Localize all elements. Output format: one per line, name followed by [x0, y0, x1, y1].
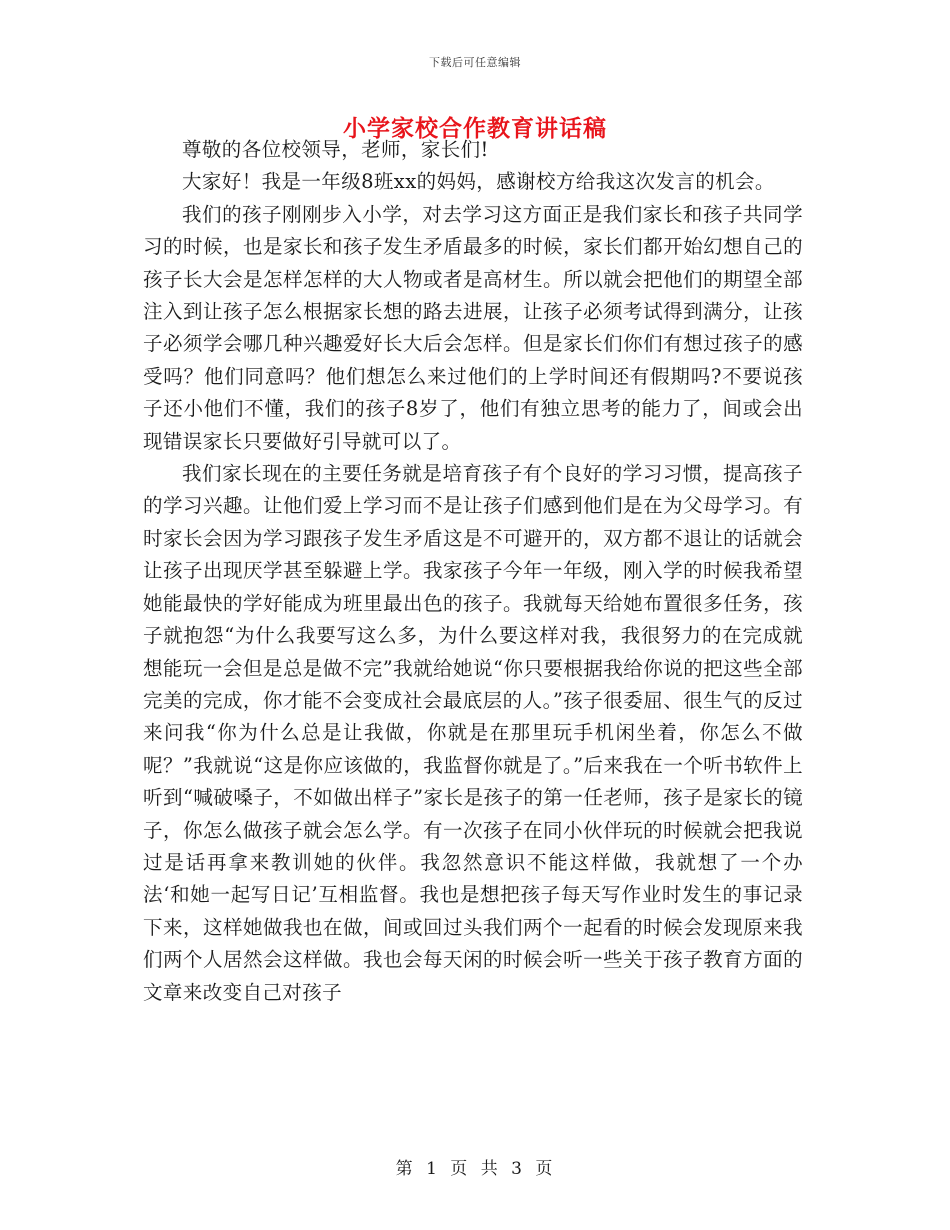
document-title: 小学家校合作教育讲话稿 — [343, 115, 607, 142]
body-paragraph: 大家好！我是一年级8班xx的妈妈，感谢校方给我这次发言的机会。 — [182, 170, 775, 194]
header-note: 下载后可任意编辑 — [429, 56, 521, 69]
salutation-paragraph: 尊敬的各位校领导，老师，家长们! — [182, 138, 489, 161]
body-paragraph: 我们的孩子刚刚步入小学，对去学习这方面正是我们家长和孩子共同学习的时候，也是家长和孩子发生矛盾最多的时候，家长们都开始幻想自己的孩子长大会是怎样怎样的大人物或者是高材生。所以就会把他们的期望全部注入到让孩子怎么根据家长想的路去进展，让孩子必须考试得到满分，让孩子必须学会哪几种兴趣爱好长大后会怎样。但是家长们你们有想过孩子的感受吗？他们同意吗？他们想怎么来过他们的上学时间还有假期吗?不要说孩子还小他们不懂，我们的孩子8岁了，他们有独立思考的能力了，间或会出现错误家长只要做好引导就可以了。 — [143, 202, 803, 453]
body-paragraph: 我们家长现在的主要任务就是培育孩子有个良好的学习习惯，提高孩子的学习兴趣。让他们爱上学习而不是让孩子们感到他们是在为父母学习。有时家长会因为学习跟孩子发生矛盾这是不可避开的，双方都不退让的话就会让孩子出现厌学甚至躲避上学。我家孩子今年一年级，刚入学的时候我希望她能最快的学好能成为班里最出色的孩子。我就每天给她布置很多任务，孩子就抱怨“为什么我要写这么多，为什么要这样对我，我很努力的在完成就想能玩一会但是总是做不完”我就给她说“你只要根据我给你说的把这些全部完美的完成，你才能不会变成社会最底层的人。”孩子很委屈、很生气的反过来问我“你为什么总是让我做，你就是在那里玩手机闲坐着，你怎么不做呢？”我就说“这是你应该做的，我监督你就是了。”后来我在一个听书软件上听到“喊破嗓子，不如做出样子”家长是孩子的第一任老师，孩子是家长的镜子，你怎么做孩子就会怎么学。有一次孩子在同小伙伴玩的时候就会把我说过是话再拿来教训她的伙伴。我忽然意识不能这样做，我就想了一个办法‘和她一起写日记’互相监督。我也是想把孩子每天写作业时发生的事记录下来，这样她做我也在做，间或回过头我们两个一起看的时候会发现原来我们两个人居然会这样做。我也会每天闲的时候会听一些关于孩子教育方面的文章来改变自己对孩子 — [143, 462, 803, 1004]
page-number-footer: 第 1 页 共 3 页 — [395, 1159, 555, 1179]
document-body — [143, 134, 803, 1009]
